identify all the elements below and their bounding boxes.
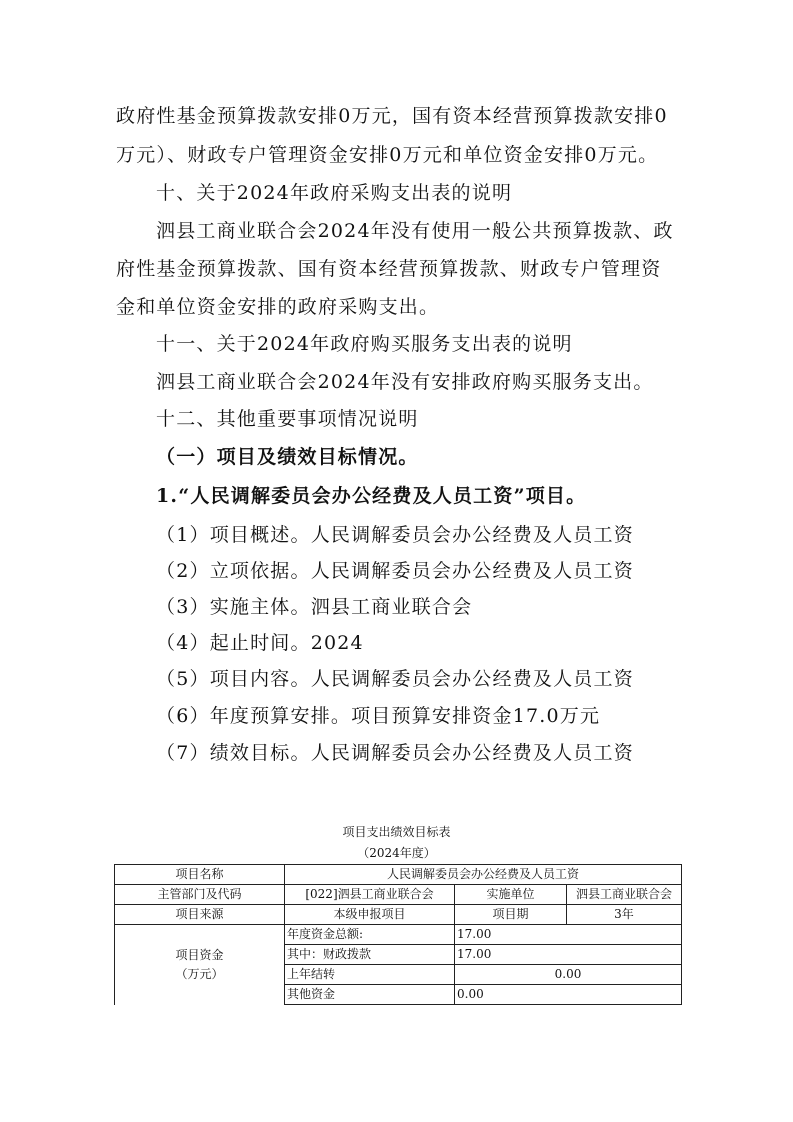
- project-item-3: （3）实施主体。泗县工商业联合会: [156, 596, 473, 618]
- paragraph-line-1: 政府性基金预算拨款安排0万元，国有资本经营预算拨款安排0: [116, 105, 668, 127]
- funds-label-line1: 项目资金: [175, 947, 224, 962]
- source-label: 项目来源: [115, 905, 285, 925]
- section-heading-12: 十二、其他重要事项情况说明: [156, 408, 419, 430]
- paragraph-line-2: 万元）、财政专户管理资金安排0万元和单位资金安排0万元。: [116, 144, 659, 166]
- fund-row-label: 其中：财政拨款: [285, 945, 455, 965]
- table-row: [115, 925, 682, 945]
- dept-value: [022]泗县工商业联合会: [285, 885, 455, 905]
- project-item-7: （7）绩效目标。人民调解委员会办公经费及人员工资: [156, 742, 634, 764]
- dept-label: 主管部门及代码: [115, 885, 285, 905]
- table-row: [115, 865, 682, 885]
- project-item-2: （2）立项依据。人民调解委员会办公经费及人员工资: [156, 560, 634, 582]
- source-value: 本级申报项目: [285, 905, 455, 925]
- unit-label: 实施单位: [455, 885, 567, 905]
- table-title: 项目支出绩效目标表: [342, 825, 451, 839]
- unit-value: 泗县工商业联合会: [567, 885, 682, 905]
- subsection-heading-1: （一）项目及绩效目标情况。: [156, 446, 419, 468]
- table-subtitle: （2024年度）: [357, 846, 436, 860]
- performance-target-table: [114, 864, 682, 1005]
- funds-label: [115, 925, 285, 1005]
- paragraph-line-6: 泗县工商业联合会2024年没有安排政府购买服务支出。: [156, 371, 654, 393]
- paragraph-line-5: 金和单位资金安排的政府采购支出。: [116, 296, 440, 318]
- table-row: [115, 905, 682, 925]
- project-name-value: 人民调解委员会办公经费及人员工资: [285, 865, 682, 885]
- fund-row-value: 0.00: [455, 965, 682, 985]
- fund-row-value: 0.00: [455, 985, 682, 1005]
- project-item-6: （6）年度预算安排。项目预算安排资金17.0万元: [156, 705, 601, 727]
- fund-row-value: 17.00: [455, 945, 682, 965]
- fund-row-label: 年度资金总额:: [285, 925, 455, 945]
- paragraph-line-3: 泗县工商业联合会2024年没有使用一般公共预算拨款、政: [156, 220, 674, 242]
- fund-row-label: 上年结转: [285, 965, 455, 985]
- project-name-label: 项目名称: [115, 865, 285, 885]
- section-heading-10: 十、关于2024年政府采购支出表的说明: [156, 182, 513, 204]
- funds-label-line2: （万元）: [175, 966, 224, 981]
- fund-row-value: 17.00: [455, 925, 682, 945]
- table-row: [115, 885, 682, 905]
- period-label: 项目期: [455, 905, 567, 925]
- paragraph-line-4: 府性基金预算拨款、国有资本经营预算拨款、财政专户管理资: [116, 258, 662, 280]
- project-heading: 1.“人民调解委员会办公经费及人员工资”项目。: [156, 485, 587, 507]
- project-item-1: （1）项目概述。人民调解委员会办公经费及人员工资: [156, 524, 634, 546]
- project-item-4: （4）起止时间。2024: [156, 632, 364, 654]
- project-item-5: （5）项目内容。人民调解委员会办公经费及人员工资: [156, 668, 634, 690]
- period-value: 3年: [567, 905, 682, 925]
- section-heading-11: 十一、关于2024年政府购买服务支出表的说明: [156, 333, 573, 355]
- fund-row-label: 其他资金: [285, 985, 455, 1005]
